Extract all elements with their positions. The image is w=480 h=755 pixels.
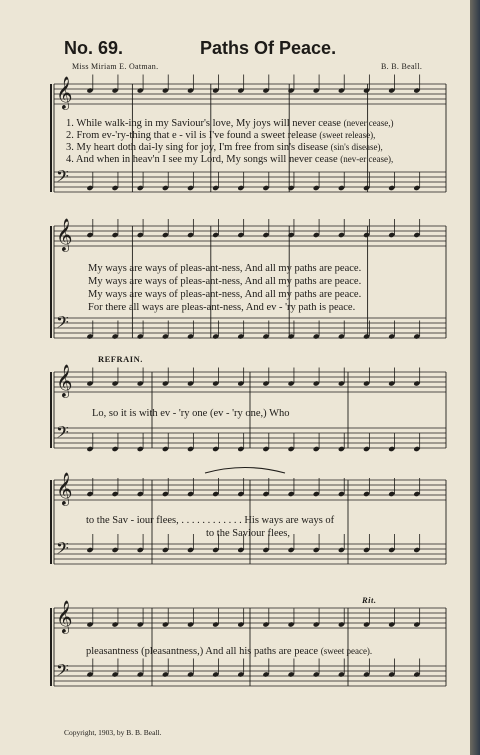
system2-line-2: My ways are ways of pleas-ant-ness, And all my paths are peace.	[88, 276, 362, 287]
composer-credit: B. B. Beall.	[381, 62, 423, 71]
system2-line-4: For there all ways are pleas-ant-ness, And ev - 'ry path is peace.	[88, 302, 356, 313]
verse-1: 1. While walk-ing in my Saviour's love, My joys will never cease (never cease,)	[66, 118, 394, 129]
rit-marking: Rit.	[362, 595, 377, 605]
treble-clef: 𝄞	[56, 76, 73, 109]
treble-clef: 𝄞	[56, 364, 73, 397]
hymn-title: Paths Of Peace.	[200, 38, 337, 58]
refrain-line-3: pleasantness (pleasantness,) And all his paths are peace (sweet peace).	[86, 646, 373, 657]
copyright-notice: Copyright, 1903, by B. B. Beall.	[64, 728, 162, 737]
bass-clef: 𝄢	[56, 422, 69, 446]
refrain-line-2: to the Sav - iour flees, . . . . . . . . . . . . His ways are ways of	[86, 515, 335, 526]
bass-clef: 𝄢	[56, 166, 69, 190]
book-spine	[470, 0, 480, 755]
lyricist-credit: Miss Miriam E. Oatman.	[72, 62, 159, 71]
tie-arc	[205, 468, 285, 474]
treble-clef: 𝄞	[56, 600, 73, 633]
verse-4: 4. And when in heav'n I see my Lord, My songs will never cease (nev-er cease),	[66, 154, 394, 165]
verse-2: 2. From ev-'ry-thing that e - vil is I've found a sweet release (sweet release),	[66, 130, 376, 141]
bass-clef: 𝄢	[56, 660, 69, 684]
refrain-line-1: Lo, so it is with ev - 'ry one (ev - 'ry one,) Who	[92, 408, 290, 419]
system2-line-1: My ways are ways of pleas-ant-ness, And all my paths are peace.	[88, 263, 362, 274]
refrain-line-2-alto: to the Saviour flees,	[206, 528, 290, 539]
refrain-label: REFRAIN.	[98, 354, 143, 364]
hymn-number: No. 69.	[64, 38, 124, 58]
verse-3: 3. My heart doth dai-ly sing for joy, I'm free from sin's disease (sin's disease),	[66, 142, 383, 153]
bass-clef: 𝄢	[56, 312, 69, 336]
treble-clef: 𝄞	[56, 472, 73, 505]
bass-clef: 𝄢	[56, 538, 69, 562]
system2-line-3: My ways are ways of pleas-ant-ness, And all my paths are peace.	[88, 289, 362, 300]
treble-clef: 𝄞	[56, 218, 73, 251]
